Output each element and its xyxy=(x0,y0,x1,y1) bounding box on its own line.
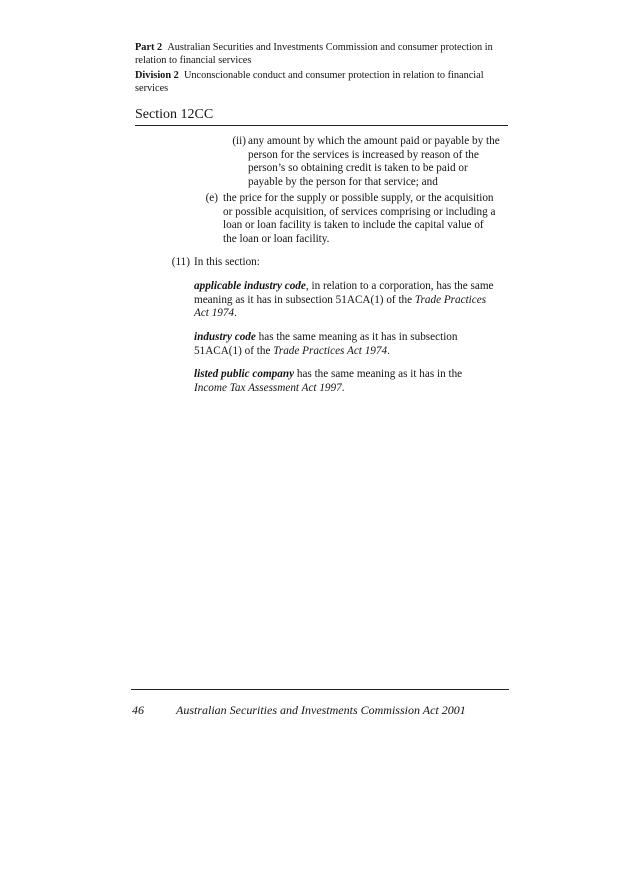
act-citation: Income Tax Assessment Act 1997 xyxy=(194,381,342,394)
paragraph-e-text xyxy=(223,192,515,246)
act-citation: Trade Practices Act 1974 xyxy=(273,344,388,357)
division-line-1 xyxy=(135,69,510,82)
act-citation: Act 1974 xyxy=(194,307,235,320)
defined-term: applicable industry code xyxy=(194,280,306,292)
running-header-division xyxy=(135,69,510,95)
definition-text: . xyxy=(341,381,345,394)
section-heading: Section 12CC xyxy=(135,107,214,122)
paragraph-ii-line-1: any amount by which the amount paid or payable by the xyxy=(248,135,500,147)
paragraph-e-label: (e) xyxy=(205,192,218,204)
running-header-part xyxy=(135,41,510,67)
subsection-11-text: In this section: xyxy=(194,256,260,268)
definition-line xyxy=(194,307,512,321)
paragraph-ii-line-3: person’s so obtaining credit is taken to be paid or xyxy=(248,162,468,175)
definition-industry-code xyxy=(194,331,512,358)
definition-text: . xyxy=(387,344,390,357)
definition-line xyxy=(194,331,512,345)
part-line-1 xyxy=(135,41,510,54)
part-title-line-1: Australian Securities and Investments Commission and consumer protection in xyxy=(167,42,493,53)
definition-applicable-industry-code xyxy=(194,280,512,321)
definition-text: has the same meaning as it has in the xyxy=(294,368,463,380)
definition-text: has the same meaning as it has in subsection xyxy=(255,331,458,343)
part-title-line-2: relation to financial services xyxy=(135,55,252,66)
definition-listed-public-company xyxy=(194,368,512,395)
definition-text: 51ACA(1) of the xyxy=(194,344,274,357)
division-title-line-1: Unconscionable conduct and consumer protection in relation to financial xyxy=(183,70,484,81)
definition-text: . xyxy=(234,307,237,320)
paragraph-ii-line-2: person for the services is increased by reason of the xyxy=(248,148,479,161)
definition-line xyxy=(194,345,512,359)
definition-text: , in relation to a corporation, has the same xyxy=(305,280,494,292)
subsection-11-label: (11) xyxy=(171,256,190,268)
definition-text: meaning as it has in subsection 51ACA(1) of the xyxy=(194,293,415,306)
division-label: Division 2 xyxy=(135,70,179,81)
paragraph-ii-line-4: payable by the person for that service; and xyxy=(248,175,438,188)
footer-rule xyxy=(131,689,509,690)
definition-line xyxy=(194,294,512,308)
paragraph-e-line-3: loan or loan facility is taken to include the capital value of xyxy=(223,219,484,232)
act-citation: Trade Practices xyxy=(414,293,487,306)
division-title-line-2: services xyxy=(135,83,169,94)
definition-line xyxy=(194,368,512,382)
footer-act-title: Australian Securities and Investments Commission Act 2001 xyxy=(176,703,466,717)
paragraph-ii-label: (ii) xyxy=(232,135,246,147)
paragraph-e-line-4: the loan or loan facility. xyxy=(223,232,330,245)
defined-term: industry code xyxy=(194,331,256,343)
definition-line xyxy=(194,382,512,396)
paragraph-e-line-2: or possible acquisition, of services comprising or including a xyxy=(223,205,496,218)
paragraph-ii-text xyxy=(248,135,513,189)
definition-line xyxy=(194,280,512,294)
defined-term: listed public company xyxy=(194,368,295,380)
part-label: Part 2 xyxy=(135,42,163,53)
section-heading-rule xyxy=(135,125,508,126)
paragraph-e-line-1: the price for the supply or possible supply, or the acquisition xyxy=(223,192,494,204)
page-number: 46 xyxy=(132,703,144,717)
